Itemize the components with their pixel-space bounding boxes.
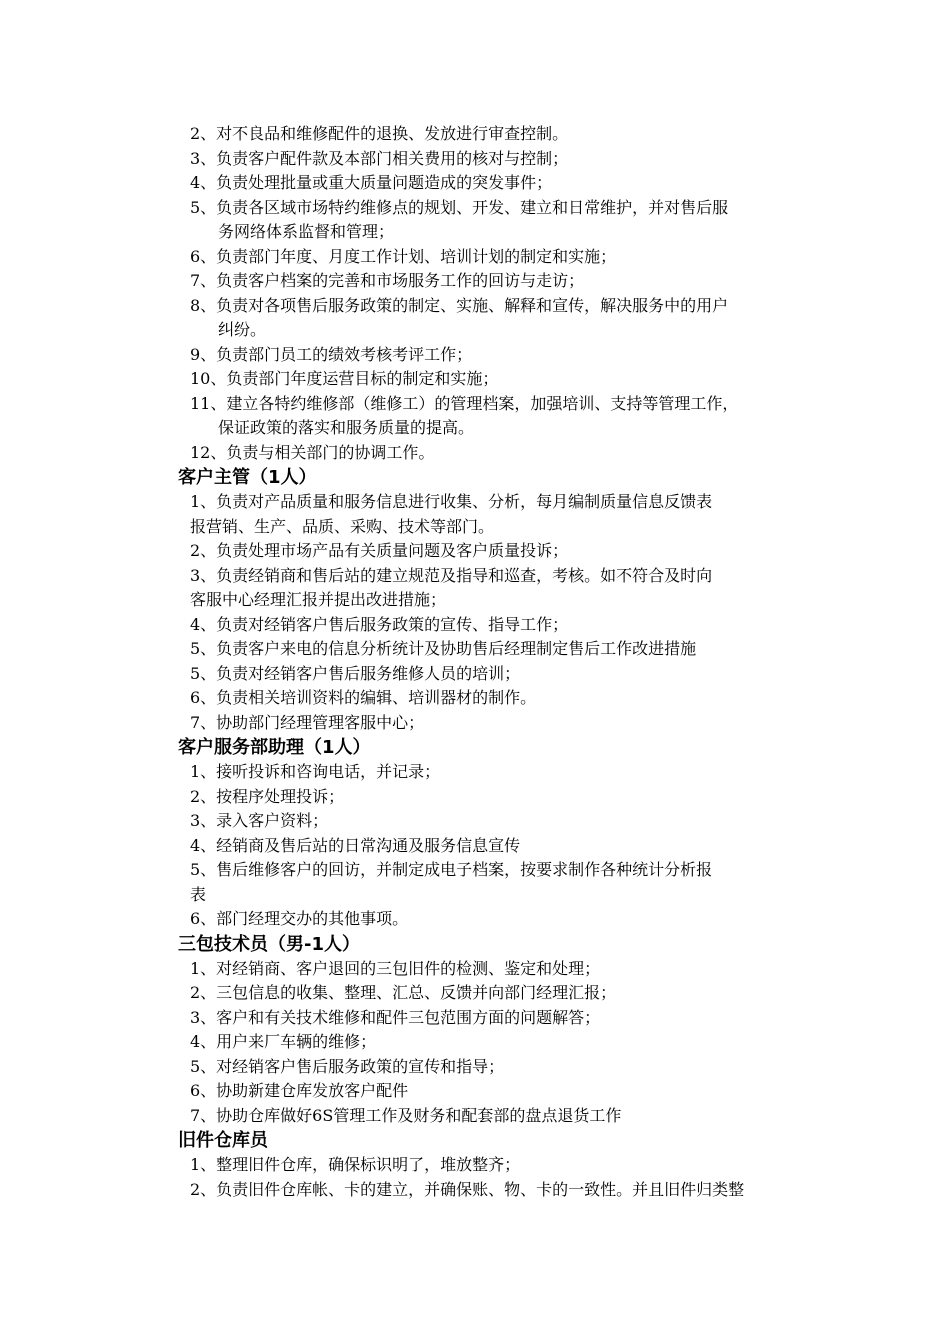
section xyxy=(178,932,818,1129)
list-item-continuation: 客服中心经理汇报并提出改进措施； xyxy=(190,590,447,609)
section-heading: 三包技术员（男-1人） xyxy=(178,933,360,955)
list-item: 8、负责对各项售后服务政策的制定、实施、解释和宣传，解决服务中的用户 xyxy=(190,295,729,315)
list-item: 5、负责客户来电的信息分析统计及协助售后经理制定售后工作改进措施 xyxy=(190,639,697,658)
list-item: 2、负责处理市场产品有关质量问题及客户质量投诉； xyxy=(190,541,569,560)
list-item: 6、负责相关培训资料的编辑、培训器材的制作。 xyxy=(190,688,537,707)
list-item: 7、负责客户档案的完善和市场服务工作的回访与走访； xyxy=(190,271,585,290)
section xyxy=(178,122,818,465)
list-item: 5、售后维修客户的回访，并制定成电子档案，按要求制作各种统计分析报 xyxy=(190,860,713,879)
section-heading: 客户服务部助理（1人） xyxy=(178,737,371,758)
list-item: 6、负责部门年度、月度工作计划、培训计划的制定和实施； xyxy=(190,246,617,266)
section-heading: 旧件仓库员 xyxy=(178,1130,268,1151)
list-item: 4、负责对经销客户售后服务政策的宣传、指导工作； xyxy=(190,614,569,634)
list-item: 7、协助部门经理管理客服中心； xyxy=(190,712,425,732)
list-item: 10、负责部门年度运营目标的制定和实施； xyxy=(190,369,499,388)
section xyxy=(178,465,818,735)
section xyxy=(178,735,818,932)
list-item: 3、录入客户资料； xyxy=(190,811,329,830)
list-item: 3、负责客户配件款及本部门相关费用的核对与控制； xyxy=(190,148,569,168)
list-item: 1、对经销商、客户退回的三包旧件的检测、鉴定和处理； xyxy=(190,958,601,978)
list-item: 2、按程序处理投诉； xyxy=(190,786,345,806)
list-item: 1、整理旧件仓库，确保标识明了，堆放整齐； xyxy=(190,1155,521,1174)
section xyxy=(178,1128,818,1202)
list-item-continuation: 保证政策的落实和服务质量的提高。 xyxy=(218,418,475,437)
list-item-continuation: 报营销、生产、品质、采购、技术等部门。 xyxy=(190,516,495,536)
list-item: 6、部门经理交办的其他事项。 xyxy=(190,909,409,928)
section-heading: 客户主管（1人） xyxy=(178,467,317,488)
list-item: 2、对不良品和维修配件的退换、发放进行审查控制。 xyxy=(190,124,569,143)
list-item-continuation: 表 xyxy=(190,884,207,904)
list-item: 4、负责处理批量或重大质量问题造成的突发事件； xyxy=(190,173,553,192)
list-item: 3、客户和有关技术维修和配件三包范围方面的问题解答； xyxy=(190,1007,601,1027)
list-item-continuation: 纠纷。 xyxy=(218,320,267,339)
list-item: 4、经销商及售后站的日常沟通及服务信息宣传 xyxy=(190,835,521,855)
list-item: 9、负责部门员工的绩效考核考评工作； xyxy=(190,344,473,364)
list-item: 3、负责经销商和售后站的建立规范及指导和巡查，考核。如不符合及时向 xyxy=(190,565,713,585)
document-body xyxy=(178,122,818,1202)
list-item: 7、协助仓库做好6S管理工作及财务和配套部的盘点退货工作 xyxy=(190,1105,622,1125)
list-item: 11、建立各特约维修部（维修工）的管理档案，加强培训、支持等管理工作， xyxy=(190,393,739,413)
list-item: 2、负责旧件仓库帐、卡的建立，并确保账、物、卡的一致性。并且旧件归类整 xyxy=(190,1179,745,1199)
list-item: 6、协助新建仓库发放客户配件 xyxy=(190,1081,409,1100)
list-item: 1、接听投诉和咨询电话，并记录； xyxy=(190,762,441,781)
list-item: 4、用户来厂车辆的维修； xyxy=(190,1032,377,1051)
list-item: 5、负责各区域市场特约维修点的规划、开发、建立和日常维护，并对售后服 xyxy=(190,197,729,217)
list-item: 5、对经销客户售后服务政策的宣传和指导； xyxy=(190,1056,505,1076)
list-item: 2、三包信息的收集、整理、汇总、反馈并向部门经理汇报； xyxy=(190,983,617,1002)
list-item: 1、负责对产品质量和服务信息进行收集、分析，每月编制质量信息反馈表 xyxy=(190,492,713,511)
list-item: 5、负责对经销客户售后服务维修人员的培训； xyxy=(190,663,521,683)
list-item: 12、负责与相关部门的协调工作。 xyxy=(190,442,435,462)
list-item-continuation: 务网络体系监督和管理； xyxy=(218,222,395,241)
